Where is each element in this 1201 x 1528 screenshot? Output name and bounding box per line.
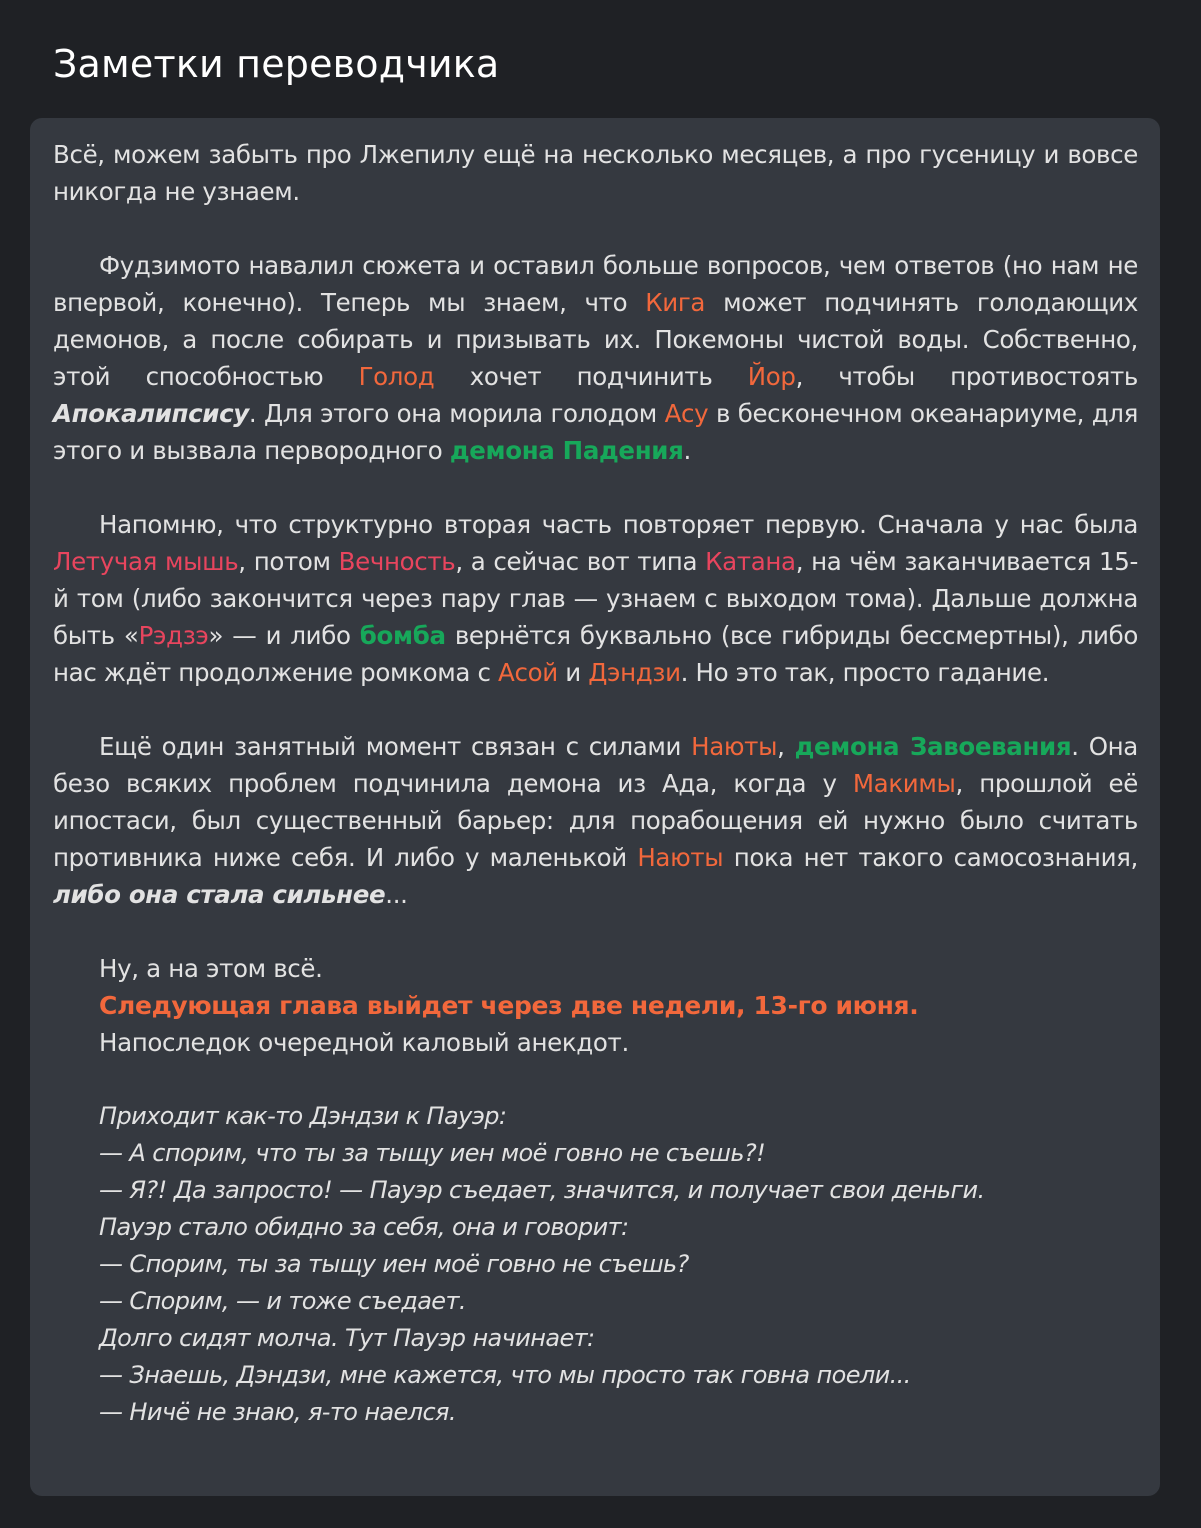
joke-line: Долго сидят молча. Тут Пауэр начинает:	[99, 1324, 595, 1352]
highlight-fall-demon: демона Падения	[449, 436, 684, 465]
joke-line: — Ничё не знаю, я-то наелся.	[99, 1398, 456, 1426]
character-name-nayuta-2: Наюты	[637, 843, 724, 872]
joke-line: — Спорим, — и тоже съедает.	[99, 1287, 466, 1315]
joke-line: Пауэр стало обидно за себя, она и говорит:	[99, 1213, 629, 1241]
paragraph-structure	[53, 506, 1138, 691]
character-name-asa-2: Асой	[498, 658, 558, 687]
arc-name-katana: Катана	[705, 547, 796, 576]
text-segment: ,	[777, 732, 795, 761]
joke-line: — А спорим, что ты за тыщу иен моё говно не съешь?!	[99, 1139, 766, 1167]
text-segment: Фудзимото навалил сюжета и оставил больше вопросов, чем ответов (но нам не впервой, конечно). Теперь мы знаем, что	[53, 251, 1138, 317]
joke-block	[99, 1098, 1138, 1431]
character-name-golod: Голод	[358, 362, 435, 391]
closing-block	[99, 950, 1138, 1061]
arc-name-bat: Летучая мышь	[53, 547, 239, 576]
text-segment: и	[557, 658, 589, 687]
text-segment: ...	[385, 880, 408, 909]
text-segment: , чтобы противостоять	[795, 362, 1138, 391]
closing-line: Напоследок очередной каловый анекдот.	[99, 1028, 629, 1057]
closing-line: Ну, а на этом всё.	[99, 954, 323, 983]
paragraph-nayuta	[53, 728, 1138, 913]
text-segment: , потом	[238, 547, 339, 576]
character-name-makima: Макимы	[852, 769, 956, 798]
text-segment: Напомню, что структурно вторая часть повторяет первую. Сначала у нас была	[99, 510, 1138, 539]
paragraph-fujimoto	[53, 247, 1138, 469]
text-segment: . Но это так, просто гадание.	[680, 658, 1050, 687]
paragraph-intro	[53, 136, 1138, 210]
joke-line: Приходит как-то Дэндзи к Пауэр:	[99, 1102, 507, 1130]
joke-line: — Я?! Да запросто! — Пауэр съедает, значится, и получает свои деньги.	[99, 1176, 985, 1204]
highlight-conquest-demon: демона Завоевания	[794, 732, 1072, 761]
character-name-nayuta: Наюты	[691, 732, 778, 761]
translator-notes-card	[30, 118, 1160, 1496]
character-name-kiga: Кига	[645, 288, 706, 317]
text-segment: в бесконечном океанариуме, для этого и вызвала первородного	[53, 399, 1138, 465]
text-segment: Ещё один занятный момент связан с силами	[99, 732, 692, 761]
character-name-denji: Дэндзи	[588, 658, 681, 687]
character-name-yor: Йор	[747, 362, 796, 391]
text-segment: вернётся буквально (все гибриды бессмертны), либо нас ждёт продолжение ромкома с	[53, 621, 1138, 687]
text-segment: , а сейчас вот типа	[455, 547, 706, 576]
page-title: Заметки переводчика	[53, 42, 500, 86]
character-name-asa: Асу	[664, 399, 709, 428]
text-segment: . Она безо всяких проблем подчинила демона из Ада, когда у	[53, 732, 1138, 798]
joke-line: — Знаешь, Дэндзи, мне кажется, что мы просто так говна поели...	[99, 1361, 911, 1389]
text-segment: . Для этого она морила голодом	[248, 399, 665, 428]
text-segment: может подчинять голодающих демонов, а после собирать и призывать их. Покемоны чистой воды. Собственно, этой способностью	[53, 288, 1138, 391]
text-segment: , на чём заканчивается 15-й том (либо закончится через пару глав — узнаем с выходом тома). Дальше должна быть «	[53, 547, 1138, 650]
text-segment: хочет подчинить	[434, 362, 748, 391]
emphasis-stronger: либо она стала сильнее	[53, 880, 386, 909]
highlight-bomb: бомба	[359, 621, 446, 650]
text-segment: » — и либо	[208, 621, 360, 650]
joke-line: — Спорим, ты за тыщу иен моё говно не съешь?	[99, 1250, 689, 1278]
text-segment: , прошлой её ипостаси, был существенный барьер: для порабощения ей нужно было считать противника ниже себя. И либо у маленькой	[53, 769, 1138, 872]
text-segment: пока нет такого самосознания,	[723, 843, 1138, 872]
arc-name-eternity: Вечность	[338, 547, 456, 576]
paragraph-text: Всё, можем забыть про Лжепилу ещё на несколько месяцев, а про гусеницу и вовсе никогда не узнаем.	[53, 140, 1138, 206]
text-segment: .	[683, 436, 691, 465]
next-chapter-announcement: Следующая глава выйдет через две недели, 13-го июня.	[99, 991, 919, 1020]
emphasis-apocalypse: Апокалипсису	[53, 399, 249, 428]
arc-name-reze: Рэдзэ	[138, 621, 209, 650]
